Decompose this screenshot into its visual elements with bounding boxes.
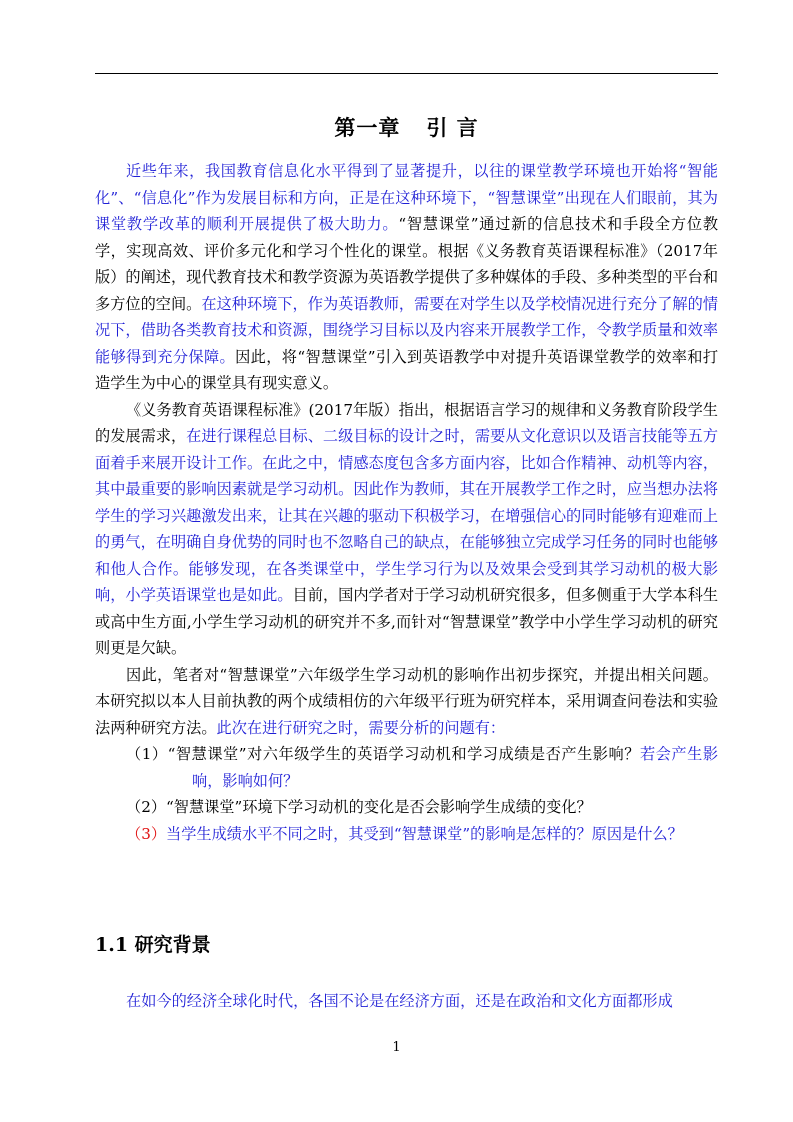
section-first-line: 在如今的经济全球化时代，各国不论是在经济方面，还是在政治和文化方面都形成 xyxy=(126,992,673,1010)
q3-number: （3） xyxy=(126,824,167,843)
page-number: 1 xyxy=(392,1040,401,1055)
chapter-name: 引 言 xyxy=(426,115,479,140)
p2-sentence-1: 《义务教育英语课程标准》(2017年版）指出，根据语言学习的规律和义务教育阶段学生的发展需求， xyxy=(95,400,718,445)
question-3 xyxy=(95,821,718,848)
q1-text: （1）“智慧课堂”对六年级学生的英语学习动机和学习成绩是否产生影响？ xyxy=(126,745,640,763)
p2-sentence-2: 在进行课程总目标、二级目标的设计之时，需要从文化意识以及语言技能等五方面着手来展开设计工作。在此之中，情感态度包含多方面内容，比如合作精神、动机等内容，其中最重要的影响因素就是学习动机。因此作为教师，其在开展教学工作之时，应当想办法将学生的学习兴趣激发出来，让其在兴趣的驱动下积极学习，在增强信心的同时能够有迎难而上的勇气，在明确自身优势的同时也不忽略自己的缺点，在能够独立完成学习任务的同时也能够和他人合作。能够发现，在各类课堂中，学生学习行为以及效果会受到其学习动机的极大影响，小学英语课堂也是如此。 xyxy=(95,427,718,604)
p1-sentence-2: “智慧课堂”通过新的信息技术和手段全方位教学，实现高效、评价多元化和学习个性化的课堂。根据《义务教育英语课程标准》（2017年版）的阐述，现代教育技术和教学资源为英语教学提供了多种媒体的手段、多种类型的平台和多方位的空间。 xyxy=(95,215,719,313)
p1-sentence-1: 近些年来，我国教育信息化水平得到了显著提升，以往的课堂教学环境也开始将“智能化”、“信息化”作为发展目标和方向，正是在这种环境下，“智慧课堂”出现在人们眼前，其为课堂教学改革的顺利开展提供了极大助力。 xyxy=(95,162,718,233)
paragraph-1 xyxy=(95,158,718,397)
p3-sentence-2: 此次在进行研究之时，需要分析的问题有： xyxy=(216,718,506,737)
chapter-title xyxy=(95,112,718,142)
q3-text: 当学生成绩水平不同之时，其受到“智慧课堂”的影响是怎样的？原因是什么？ xyxy=(166,824,683,843)
chapter-label: 第一章 xyxy=(334,115,401,140)
header-rule xyxy=(95,73,718,74)
paragraph-3 xyxy=(95,662,718,742)
q1-followup: 若会产生影响，影响如何？ xyxy=(192,745,719,790)
p1-sentence-3: 在这种环境下，作为英语教师，需要在对学生以及学校情况进行充分了解的情况下，借助各类教育技术和资源，围绕学习目标以及内容来开展教学工作，令教学质量和效率能够得到充分保障。 xyxy=(95,294,719,366)
body-text xyxy=(95,158,718,847)
question-2: （2）“智慧课堂”环境下学习动机的变化是否会影响学生成绩的变化？ xyxy=(126,798,592,816)
question-1 xyxy=(95,741,718,794)
p1-sentence-4: 因此，将“智慧课堂”引入到英语教学中对提升英语课堂教学的效率和打造学生为中心的课堂具有现实意义。 xyxy=(95,347,719,392)
p3-sentence-1: 因此，笔者对“智慧课堂”六年级学生学习动机的影响作出初步探究，并提出相关问题。本研究拟以本人目前执教的两个成绩相仿的六年级平行班为研究样本，采用调查问卷法和实验法两种研究方法。 xyxy=(95,665,718,737)
p2-sentence-3: 目前，国内学者对于学习动机研究很多，但多侧重于大学本科生或高中生方面,小学生学习动机的研究并不多,而针对“智慧课堂”教学中小学生学习动机的研究则更是欠缺。 xyxy=(95,586,719,657)
section-heading: 1.1 研究背景 xyxy=(95,934,211,956)
paragraph-2 xyxy=(95,397,718,662)
